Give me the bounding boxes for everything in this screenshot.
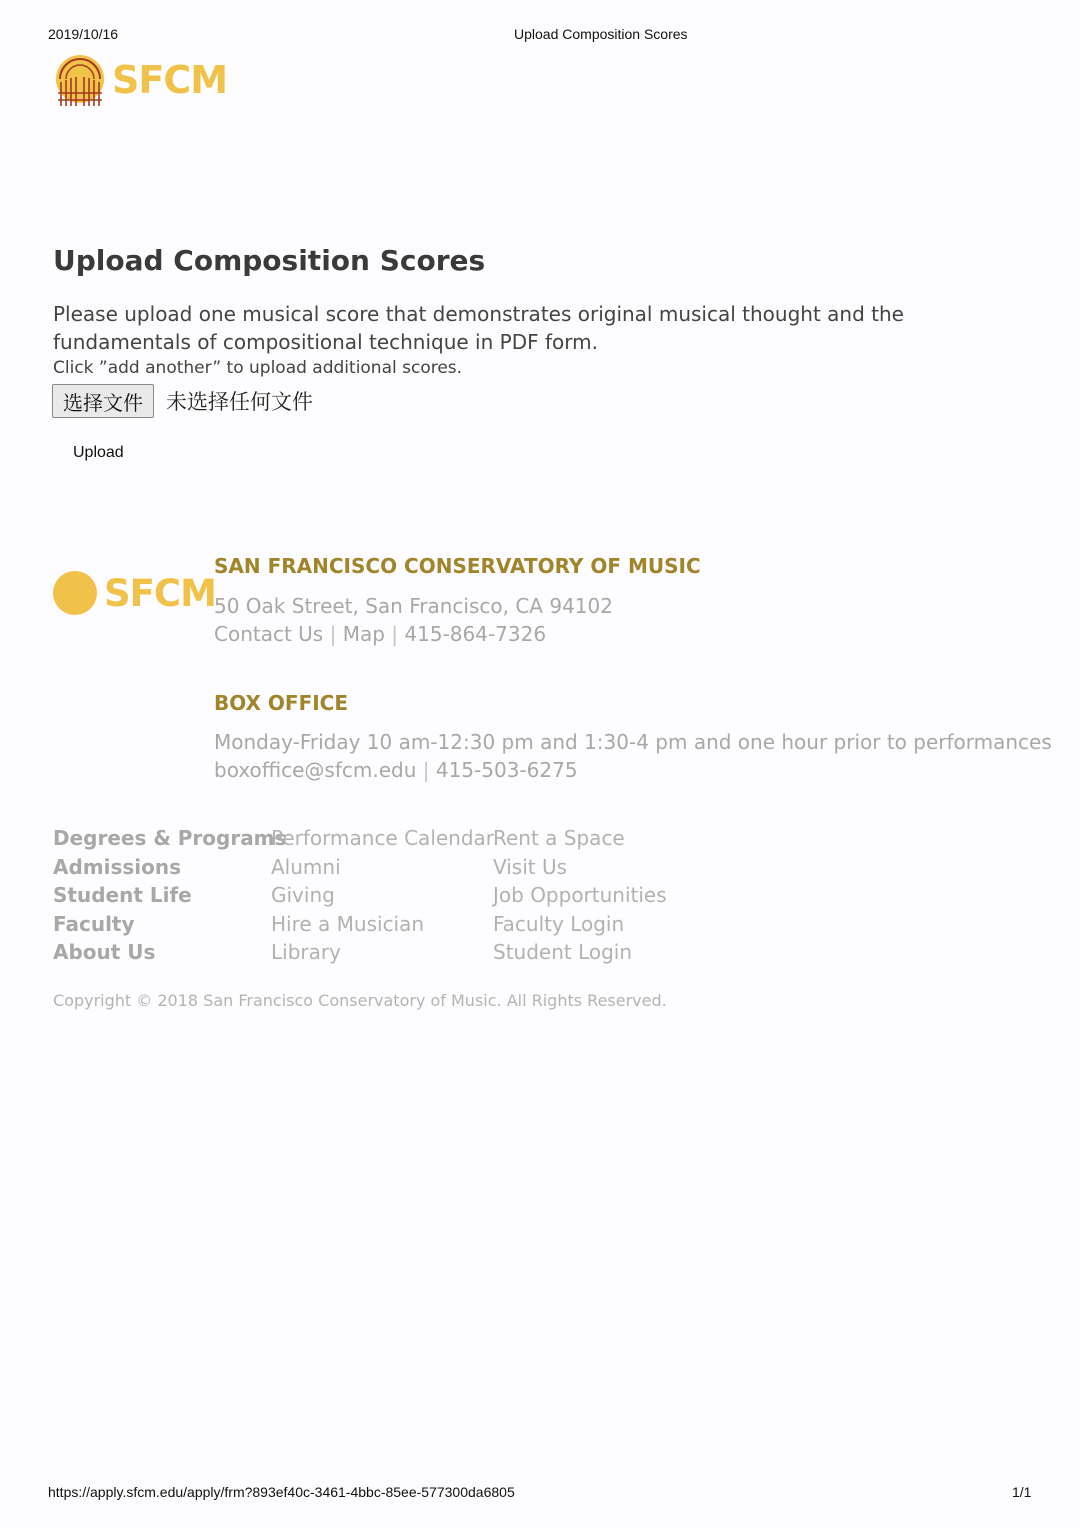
separator: | xyxy=(422,758,430,782)
file-status-text: 未选择任何文件 xyxy=(166,390,313,414)
nav-link-student-login[interactable]: Student Login xyxy=(493,940,633,964)
nav-link-degrees-programs[interactable]: Degrees & Programs xyxy=(53,826,287,850)
main-phone: 415-864-7326 xyxy=(404,622,547,646)
nav-link-student-life[interactable]: Student Life xyxy=(53,883,192,907)
school-name: SAN FRANCISCO CONSERVATORY OF MUSIC xyxy=(214,554,701,578)
contact-us-link[interactable]: Contact Us xyxy=(214,622,324,646)
nav-link-about-us[interactable]: About Us xyxy=(53,940,156,964)
print-title: Upload Composition Scores xyxy=(514,26,688,42)
sfcm-logo-link[interactable] xyxy=(52,50,227,110)
footer-nav-secondary xyxy=(271,824,494,967)
conservatory-emblem-icon xyxy=(52,570,98,616)
nav-link-giving[interactable]: Giving xyxy=(271,883,335,907)
logo-wordmark: SFCM xyxy=(112,58,228,102)
page-description: Please upload one musical score that demonstrates original musical thought and the fundamentals of compositional technique in PDF form. xyxy=(53,302,904,354)
box-office-hours: Monday-Friday 10 am-12:30 pm and 1:30-4 pm and one hour prior to performances xyxy=(214,730,1052,754)
nav-link-performance-calendar[interactable]: Performance Calendar xyxy=(271,826,495,850)
footer-logo-wordmark: SFCM xyxy=(104,571,216,615)
upload-button[interactable]: Upload xyxy=(73,444,124,461)
nav-link-rent-a-space[interactable]: Rent a Space xyxy=(493,826,625,850)
print-date: 2019/10/16 xyxy=(48,26,119,42)
box-office-contact xyxy=(214,756,578,784)
nav-link-alumni[interactable]: Alumni xyxy=(271,854,341,879)
copyright-notice: Copyright © 2018 San Francisco Conservatory of Music. All Rights Reserved. xyxy=(53,991,667,1010)
contact-line xyxy=(214,620,546,648)
footer-logo-link[interactable] xyxy=(52,570,216,616)
box-office-phone: 415-503-6275 xyxy=(435,758,578,782)
choose-file-button[interactable]: 选择文件 xyxy=(52,384,154,418)
add-another-instruction: Click ”add another” to upload additional scores. xyxy=(53,358,463,378)
print-page-number: 1/1 xyxy=(1012,1484,1032,1500)
page-title: Upload Composition Scores xyxy=(53,244,486,277)
nav-link-hire-a-musician[interactable]: Hire a Musician xyxy=(271,911,425,936)
footer-nav-primary xyxy=(53,824,286,967)
print-url: https://apply.sfcm.edu/apply/frm?893ef40c-3461-4bbc-85ee-577300da6805 xyxy=(48,1484,515,1500)
nav-link-visit-us[interactable]: Visit Us xyxy=(493,854,568,879)
separator: | xyxy=(391,622,399,646)
nav-link-library[interactable]: Library xyxy=(271,940,341,964)
box-office-email-link[interactable]: boxoffice@sfcm.edu xyxy=(214,758,417,782)
box-office-heading: BOX OFFICE xyxy=(214,691,349,715)
map-link[interactable]: Map xyxy=(342,622,385,646)
nav-link-admissions[interactable]: Admissions xyxy=(53,854,182,879)
footer-nav-tertiary xyxy=(493,824,667,967)
nav-link-faculty-login[interactable]: Faculty Login xyxy=(493,911,625,936)
school-address: 50 Oak Street, San Francisco, CA 94102 xyxy=(214,594,613,618)
nav-link-job-opportunities[interactable]: Job Opportunities xyxy=(493,883,667,907)
nav-link-faculty[interactable]: Faculty xyxy=(53,911,135,936)
conservatory-emblem-icon xyxy=(52,50,108,110)
separator: | xyxy=(329,622,337,646)
